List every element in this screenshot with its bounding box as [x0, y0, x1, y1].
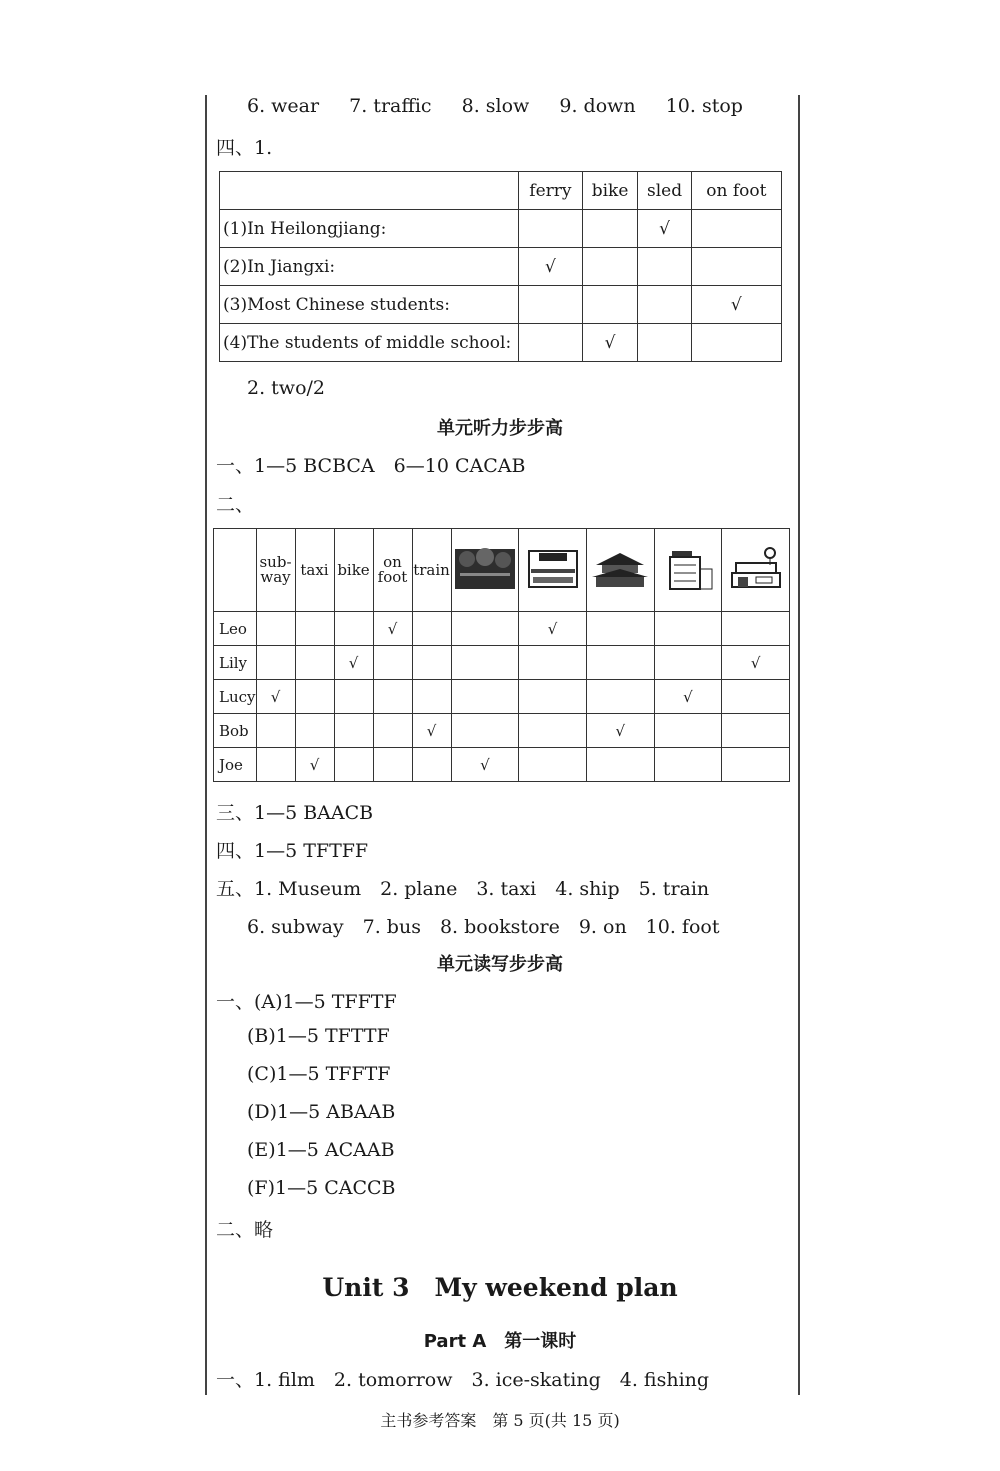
table-row: Lucy √ √ — [214, 680, 790, 714]
cinema-picture — [519, 529, 587, 612]
answer-row-6-10: 6. wear 7. traffic 8. slow 9. down 10. stop — [247, 95, 743, 117]
palace-picture — [586, 529, 654, 612]
unit-q1: 一、1. film 2. tomorrow 3. ice-skating 4. fishing — [216, 1369, 710, 1391]
table-row: (2)In Jiangxi: √ — [220, 248, 782, 286]
reading-q1c: (C)1—5 TFFTF — [247, 1063, 391, 1085]
table-row: Joe √ √ — [214, 748, 790, 782]
park-picture-icon — [455, 545, 515, 593]
park-picture — [451, 529, 519, 612]
right-margin-rule — [798, 95, 800, 1395]
listening-heading: 单元听力步步高 — [437, 418, 563, 439]
part-heading: Part A 第一课时 — [423, 1331, 577, 1352]
palace-picture-icon — [590, 545, 650, 593]
table-row: (4)The students of middle school: √ — [220, 324, 782, 362]
unit-title: Unit 3 My weekend plan — [322, 1273, 678, 1302]
section-4-label: 四、1. — [216, 137, 273, 159]
transport-table-2: sub-way taxi bike on foot train Leo √ √ Lily √ √ Lucy √ √ Bob √ √ Joe √ √ — [213, 528, 790, 782]
listening-q1: 一、1—5 BCBCA 6—10 CACAB — [216, 455, 526, 477]
listening-q4: 四、1—5 TFTFF — [216, 840, 369, 862]
table-row: (1)In Heilongjiang: √ — [220, 210, 782, 248]
transport-table-1: ferry bike sled on foot (1)In Heilongjiang: √ (2)In Jiangxi: √ (3)Most Chinese students: √ (4)The students of middle school: √ — [219, 171, 782, 362]
cinema-picture-icon — [523, 545, 583, 593]
listening-q5b: 6. subway 7. bus 8. bookstore 9. on 10. foot — [247, 916, 720, 938]
reading-q2: 二、略 — [216, 1219, 274, 1241]
table-row: Leo √ √ — [214, 612, 790, 646]
listening-q3: 三、1—5 BAACB — [216, 802, 374, 824]
table-row: Lily √ √ — [214, 646, 790, 680]
hospital-picture-icon — [658, 545, 718, 593]
bookstore-picture — [722, 529, 790, 612]
table-row: (3)Most Chinese students: √ — [220, 286, 782, 324]
bookstore-picture-icon — [726, 545, 786, 593]
reading-q1e: (E)1—5 ACAAB — [247, 1139, 395, 1161]
listening-q2-label: 二、 — [216, 494, 255, 516]
table-row: Bob √ √ — [214, 714, 790, 748]
reading-q1f: (F)1—5 CACCB — [247, 1177, 396, 1199]
hospital-picture — [654, 529, 722, 612]
listening-q5a: 五、1. Museum 2. plane 3. taxi 4. ship 5. train — [216, 878, 710, 900]
reading-q1a: 一、(A)1—5 TFFTF — [216, 991, 397, 1013]
answer-2: 2. two/2 — [247, 377, 325, 399]
left-margin-rule — [205, 95, 207, 1395]
page-footer: 主书参考答案 第 5 页(共 15 页) — [380, 1411, 620, 1430]
reading-heading: 单元读写步步高 — [437, 954, 563, 975]
reading-q1b: (B)1—5 TFTTF — [247, 1025, 390, 1047]
reading-q1d: (D)1—5 ABAAB — [247, 1101, 396, 1123]
